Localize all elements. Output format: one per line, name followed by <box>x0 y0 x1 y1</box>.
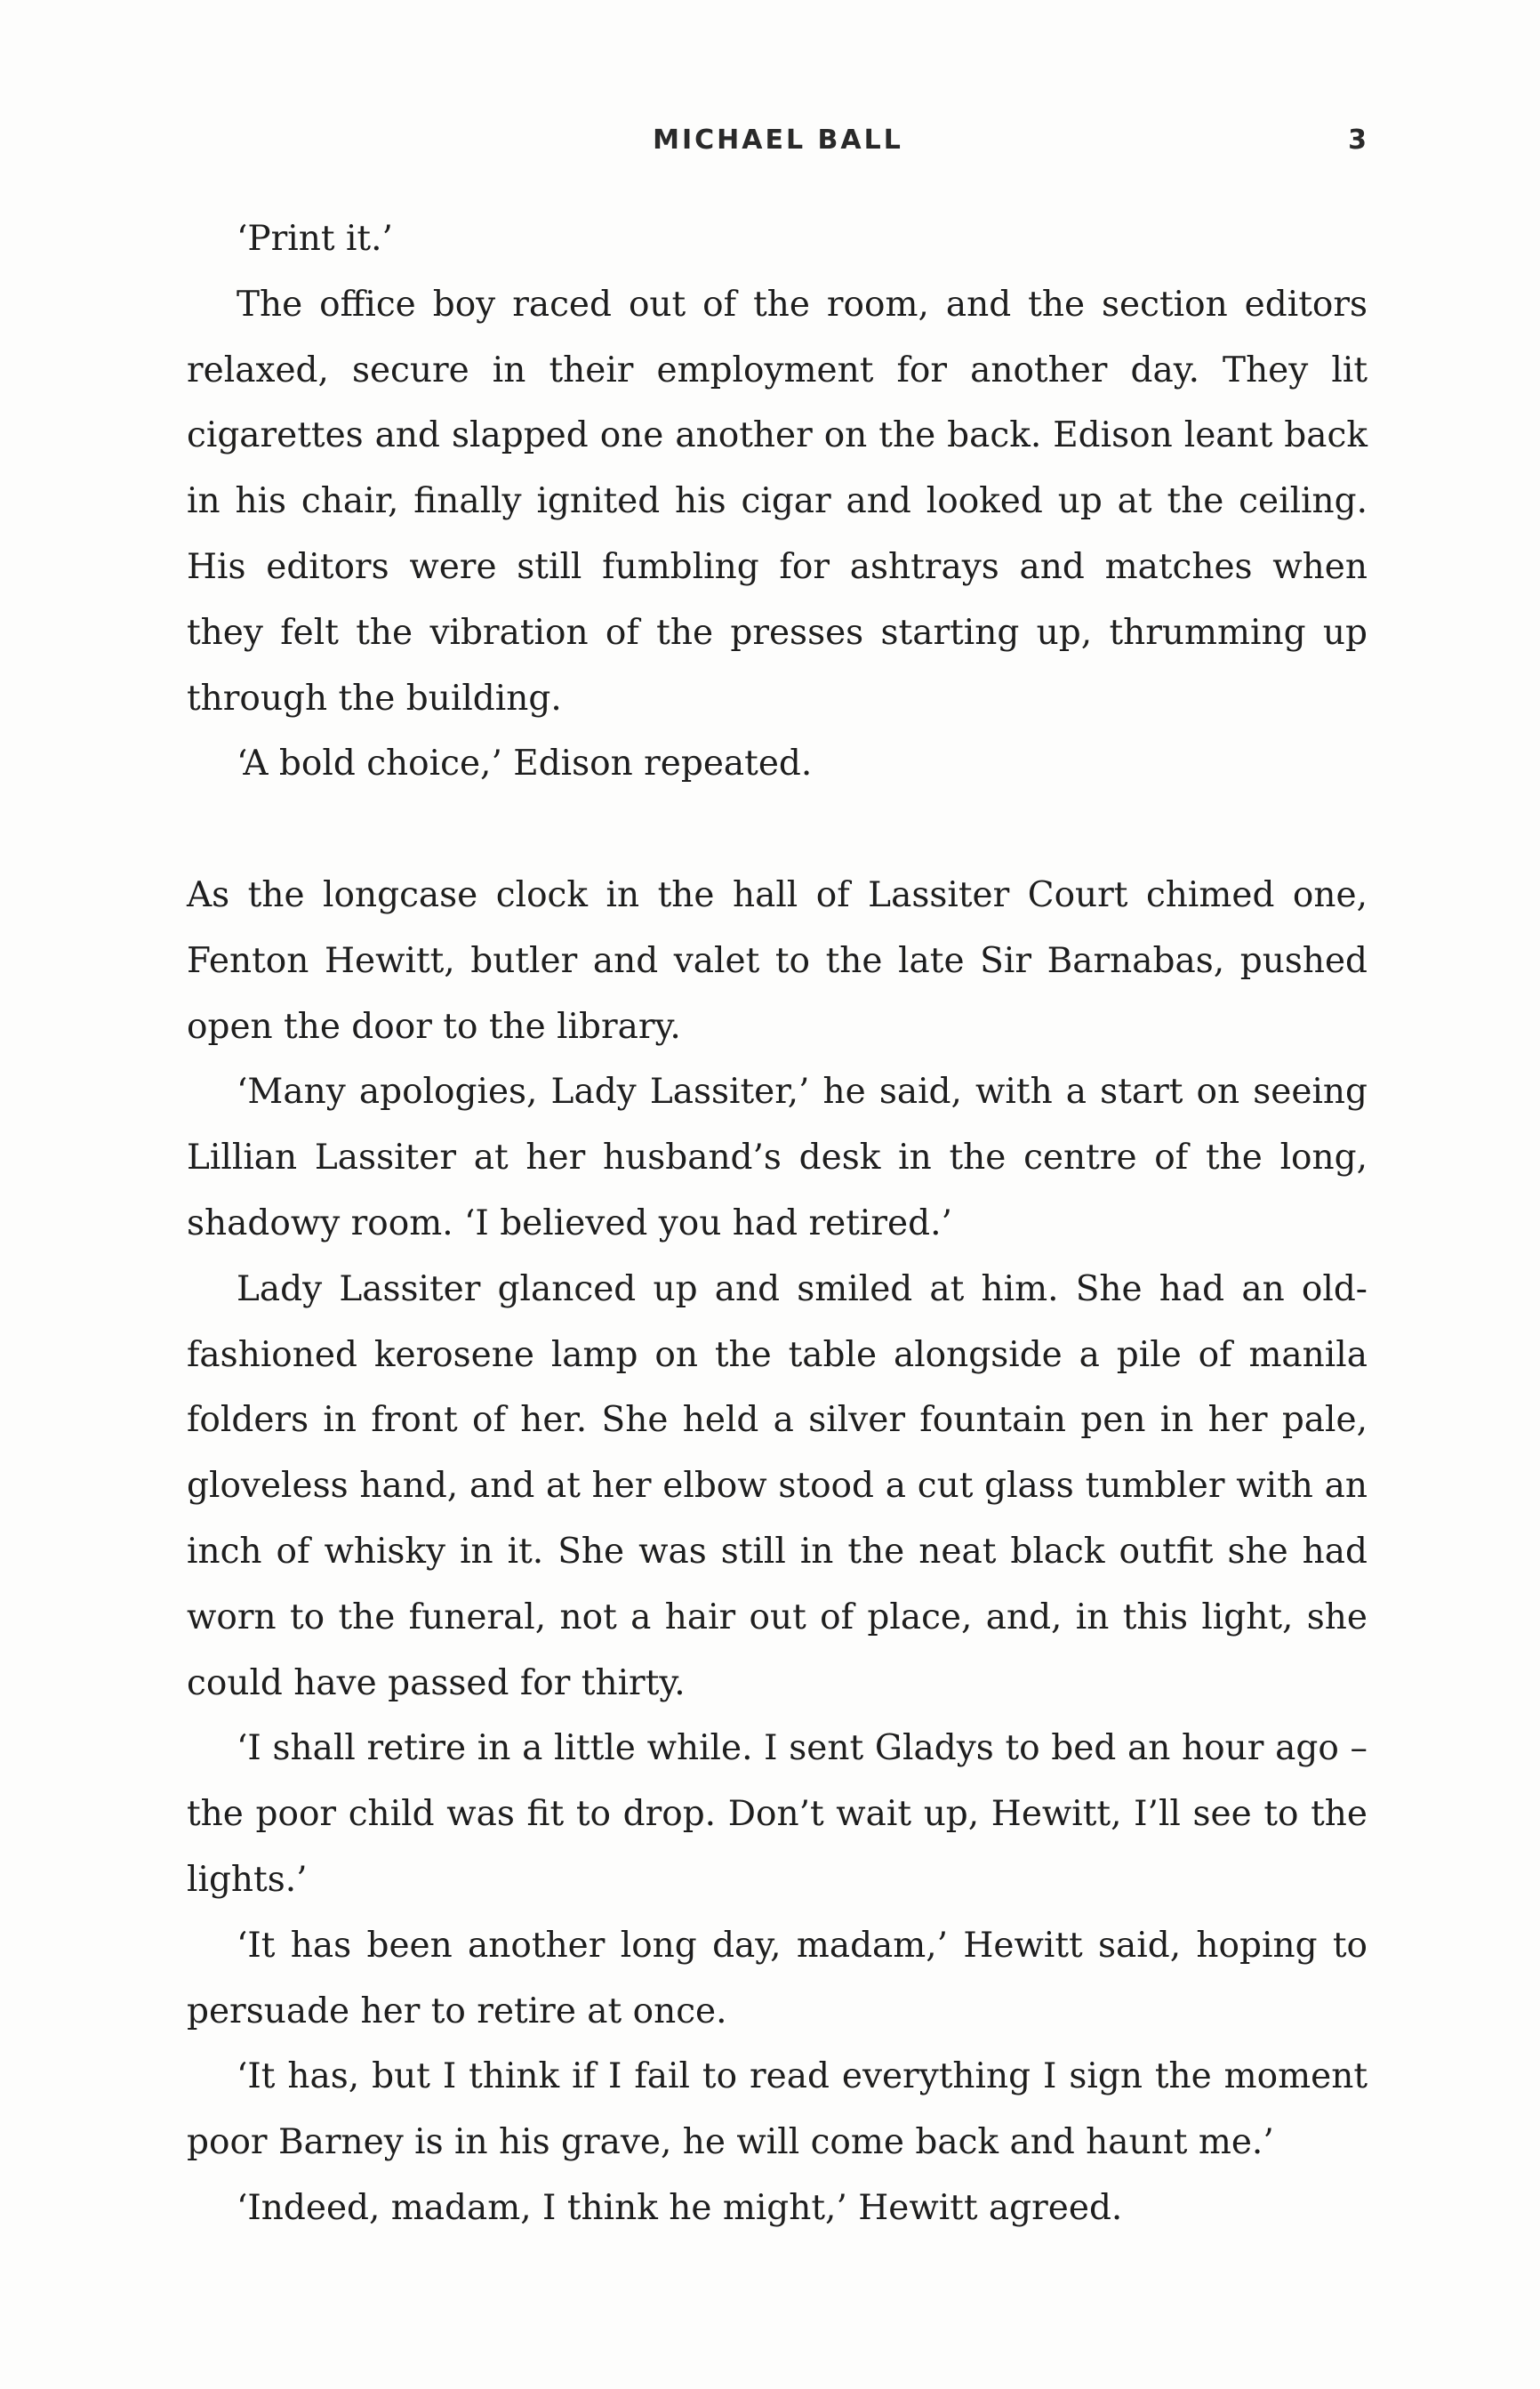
body-text <box>187 206 1368 2241</box>
paragraph: The office boy raced out of the room, and the section editors relaxed, secure in their employment for another day. They lit cigarettes and slapped one another on the back. Edison leant back in his chair, finally ignited his cigar and looked up at the ceiling. His editors were still fumbling for ashtrays and matches when they felt the vibration of the presses starting up, thrumming up through the building. <box>187 284 1368 719</box>
paragraph: ‘I shall retire in a little while. I sent Gladys to bed an hour ago – the poor child was fit to drop. Don’t wait up, Hewitt, I’ll see to the lights.’ <box>187 1728 1368 1900</box>
paragraph: As the longcase clock in the hall of Lassiter Court chimed one, Fenton Hewitt, butler and valet to the late Sir Barnabas, pushed open the door to the library. <box>187 874 1368 1047</box>
page-number: 3 <box>1348 125 1369 156</box>
section-break <box>187 797 1368 863</box>
running-title: MICHAEL BALL <box>653 125 903 156</box>
paragraph: Lady Lassiter glanced up and smiled at him. She had an old-fashioned kerosene lamp on the table alongside a pile of manila folders in front of her. She held a silver fountain pen in her pale, gloveless hand, and at her elbow stood a cut glass tumbler with an inch of whisky in it. She was still in the neat black outfit she had worn to the funeral, not a hair out of place, and, in this light, she could have passed for thirty. <box>187 1268 1368 1703</box>
paragraph: ‘A bold choice,’ Edison repeated. <box>237 744 813 784</box>
paragraph: ‘It has been another long day, madam,’ Hewitt said, hoping to persuade her to retire at once. <box>187 1925 1368 2031</box>
paragraph: ‘It has, but I think if I fail to read everything I sign the moment poor Barney is in his grave, he will come back and haunt me.’ <box>187 2056 1368 2163</box>
paragraph: ‘Print it.’ <box>237 219 393 259</box>
running-head <box>187 125 1369 169</box>
paragraph: ‘Indeed, madam, I think he might,’ Hewitt agreed. <box>237 2187 1123 2228</box>
paragraph: ‘Many apologies, Lady Lassiter,’ he said, with a start on seeing Lillian Lassiter at her husband’s desk in the centre of the long, shadowy room. ‘I believed you had retired.’ <box>187 1072 1368 1243</box>
